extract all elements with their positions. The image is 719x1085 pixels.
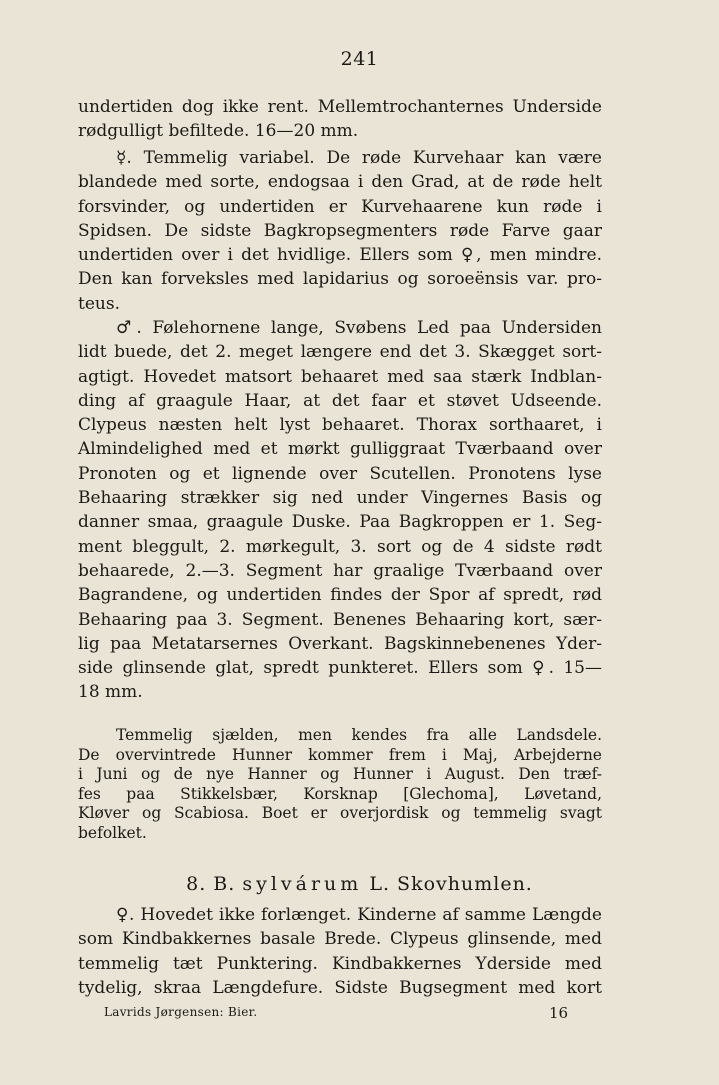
text-line: ding af graagule Haar, at det faar et støvet Udseende.	[78, 390, 602, 411]
text-line: undertiden dog ikke rent. Mellemtrochanternes Underside	[78, 97, 602, 117]
text-line: side glinsende glat, spredt punkteret. Ellers som ♀. 15—	[78, 658, 602, 679]
text-line: ♂. Følehornene lange, Svøbens Led paa Undersiden	[116, 318, 602, 338]
species-heading	[0, 873, 719, 895]
text-line: blandede med sorte, endogsaa i den Grad, at de røde helt	[78, 172, 602, 193]
text-line: Spidsen. De sidste Bagkropsegmenters røde Farve gaar	[78, 220, 602, 241]
text-line: ♀. Hovedet ikke forlænget. Kinderne af samme Længde	[116, 905, 602, 925]
text-line: lig paa Metatarsernes Overkant. Bagskinnebenenes Yder-	[78, 633, 602, 654]
text-line: 18 mm.	[78, 682, 143, 703]
text-line: Behaaring paa 3. Segment. Benenes Behaaring kort, sær-	[78, 609, 602, 630]
text-line: ☿. Temmelig variabel. De røde Kurvehaar kan være	[116, 148, 602, 168]
text-line: Behaaring strækker sig ned under Vingernes Basis og	[78, 488, 602, 509]
footer-signature: Lavrids Jørgensen: Bier.	[104, 1005, 258, 1019]
text-line: forsvinder, og undertiden er Kurvehaarene kun røde i	[78, 196, 602, 217]
text-line: Kløver og Scabiosa. Boet er overjordisk og temmelig svagt	[78, 804, 602, 823]
text-line: Temmelig sjælden, men kendes fra alle Landsdele.	[116, 726, 602, 744]
species-number: 8. B.	[186, 873, 236, 895]
text-line: Almindelighed med et mørkt gulliggraat Tværbaand over	[78, 439, 602, 460]
sheet-number: 16	[549, 1004, 569, 1022]
text-line: befolket.	[78, 823, 147, 842]
text-line: danner smaa, graagule Duske. Paa Bagkroppen er 1. Seg-	[78, 512, 602, 533]
text-line: Bagrandene, og undertiden findes der Spor af spredt, rød	[78, 585, 602, 606]
species-common-name: L. Skovhumlen.	[369, 873, 533, 895]
text-line: lidt buede, det 2. meget længere end det 3. Skægget sort-	[78, 342, 602, 363]
paragraph-male	[78, 316, 602, 705]
paragraph-female-description	[78, 903, 602, 1000]
text-line: temmelig tæt Punktering. Kindbakkernes Yderside med	[78, 953, 602, 974]
text-line: Pronoten og et lignende over Scutellen. Pronotens lyse	[78, 463, 602, 484]
paragraph-occurrence	[78, 726, 602, 844]
page-number: 241	[340, 48, 379, 70]
text-line: som Kindbakkernes basale Brede. Clypeus glinsende, med	[78, 929, 602, 950]
text-line: fes paa Stikkelsbær, Korsknap [Glechoma], Løvetand,	[78, 784, 602, 803]
text-line: ment bleggult, 2. mørkegult, 3. sort og de 4 sidste rødt	[78, 536, 602, 557]
text-line: agtigt. Hovedet matsort behaaret med saa stærk Indblan-	[78, 366, 602, 387]
paragraph-worker	[78, 146, 602, 316]
text-line: teus.	[78, 293, 120, 314]
text-line: Den kan forveksles med lapidarius og soroeënsis var. pro-	[78, 269, 602, 290]
text-line: rødgulligt befiltede. 16—20 mm.	[78, 121, 359, 142]
species-latin-name: sylvárum	[242, 873, 363, 895]
text-line: De overvintrede Hunner kommer frem i Maj, Arbejderne	[78, 745, 602, 764]
text-line: behaarede, 2.—3. Segment har graalige Tværbaand over	[78, 560, 602, 581]
text-line: tydelig, skraa Længdefure. Sidste Bugsegment med kort	[78, 977, 602, 998]
text-line: Clypeus næsten helt lyst behaaret. Thorax sorthaaret, i	[78, 415, 602, 436]
text-line: i Juni og de nye Hanner og Hunner i August. Den træf-	[78, 765, 602, 784]
text-line: undertiden over i det hvidlige. Ellers som ♀, men mindre.	[78, 245, 602, 266]
paragraph-continued	[78, 95, 602, 144]
